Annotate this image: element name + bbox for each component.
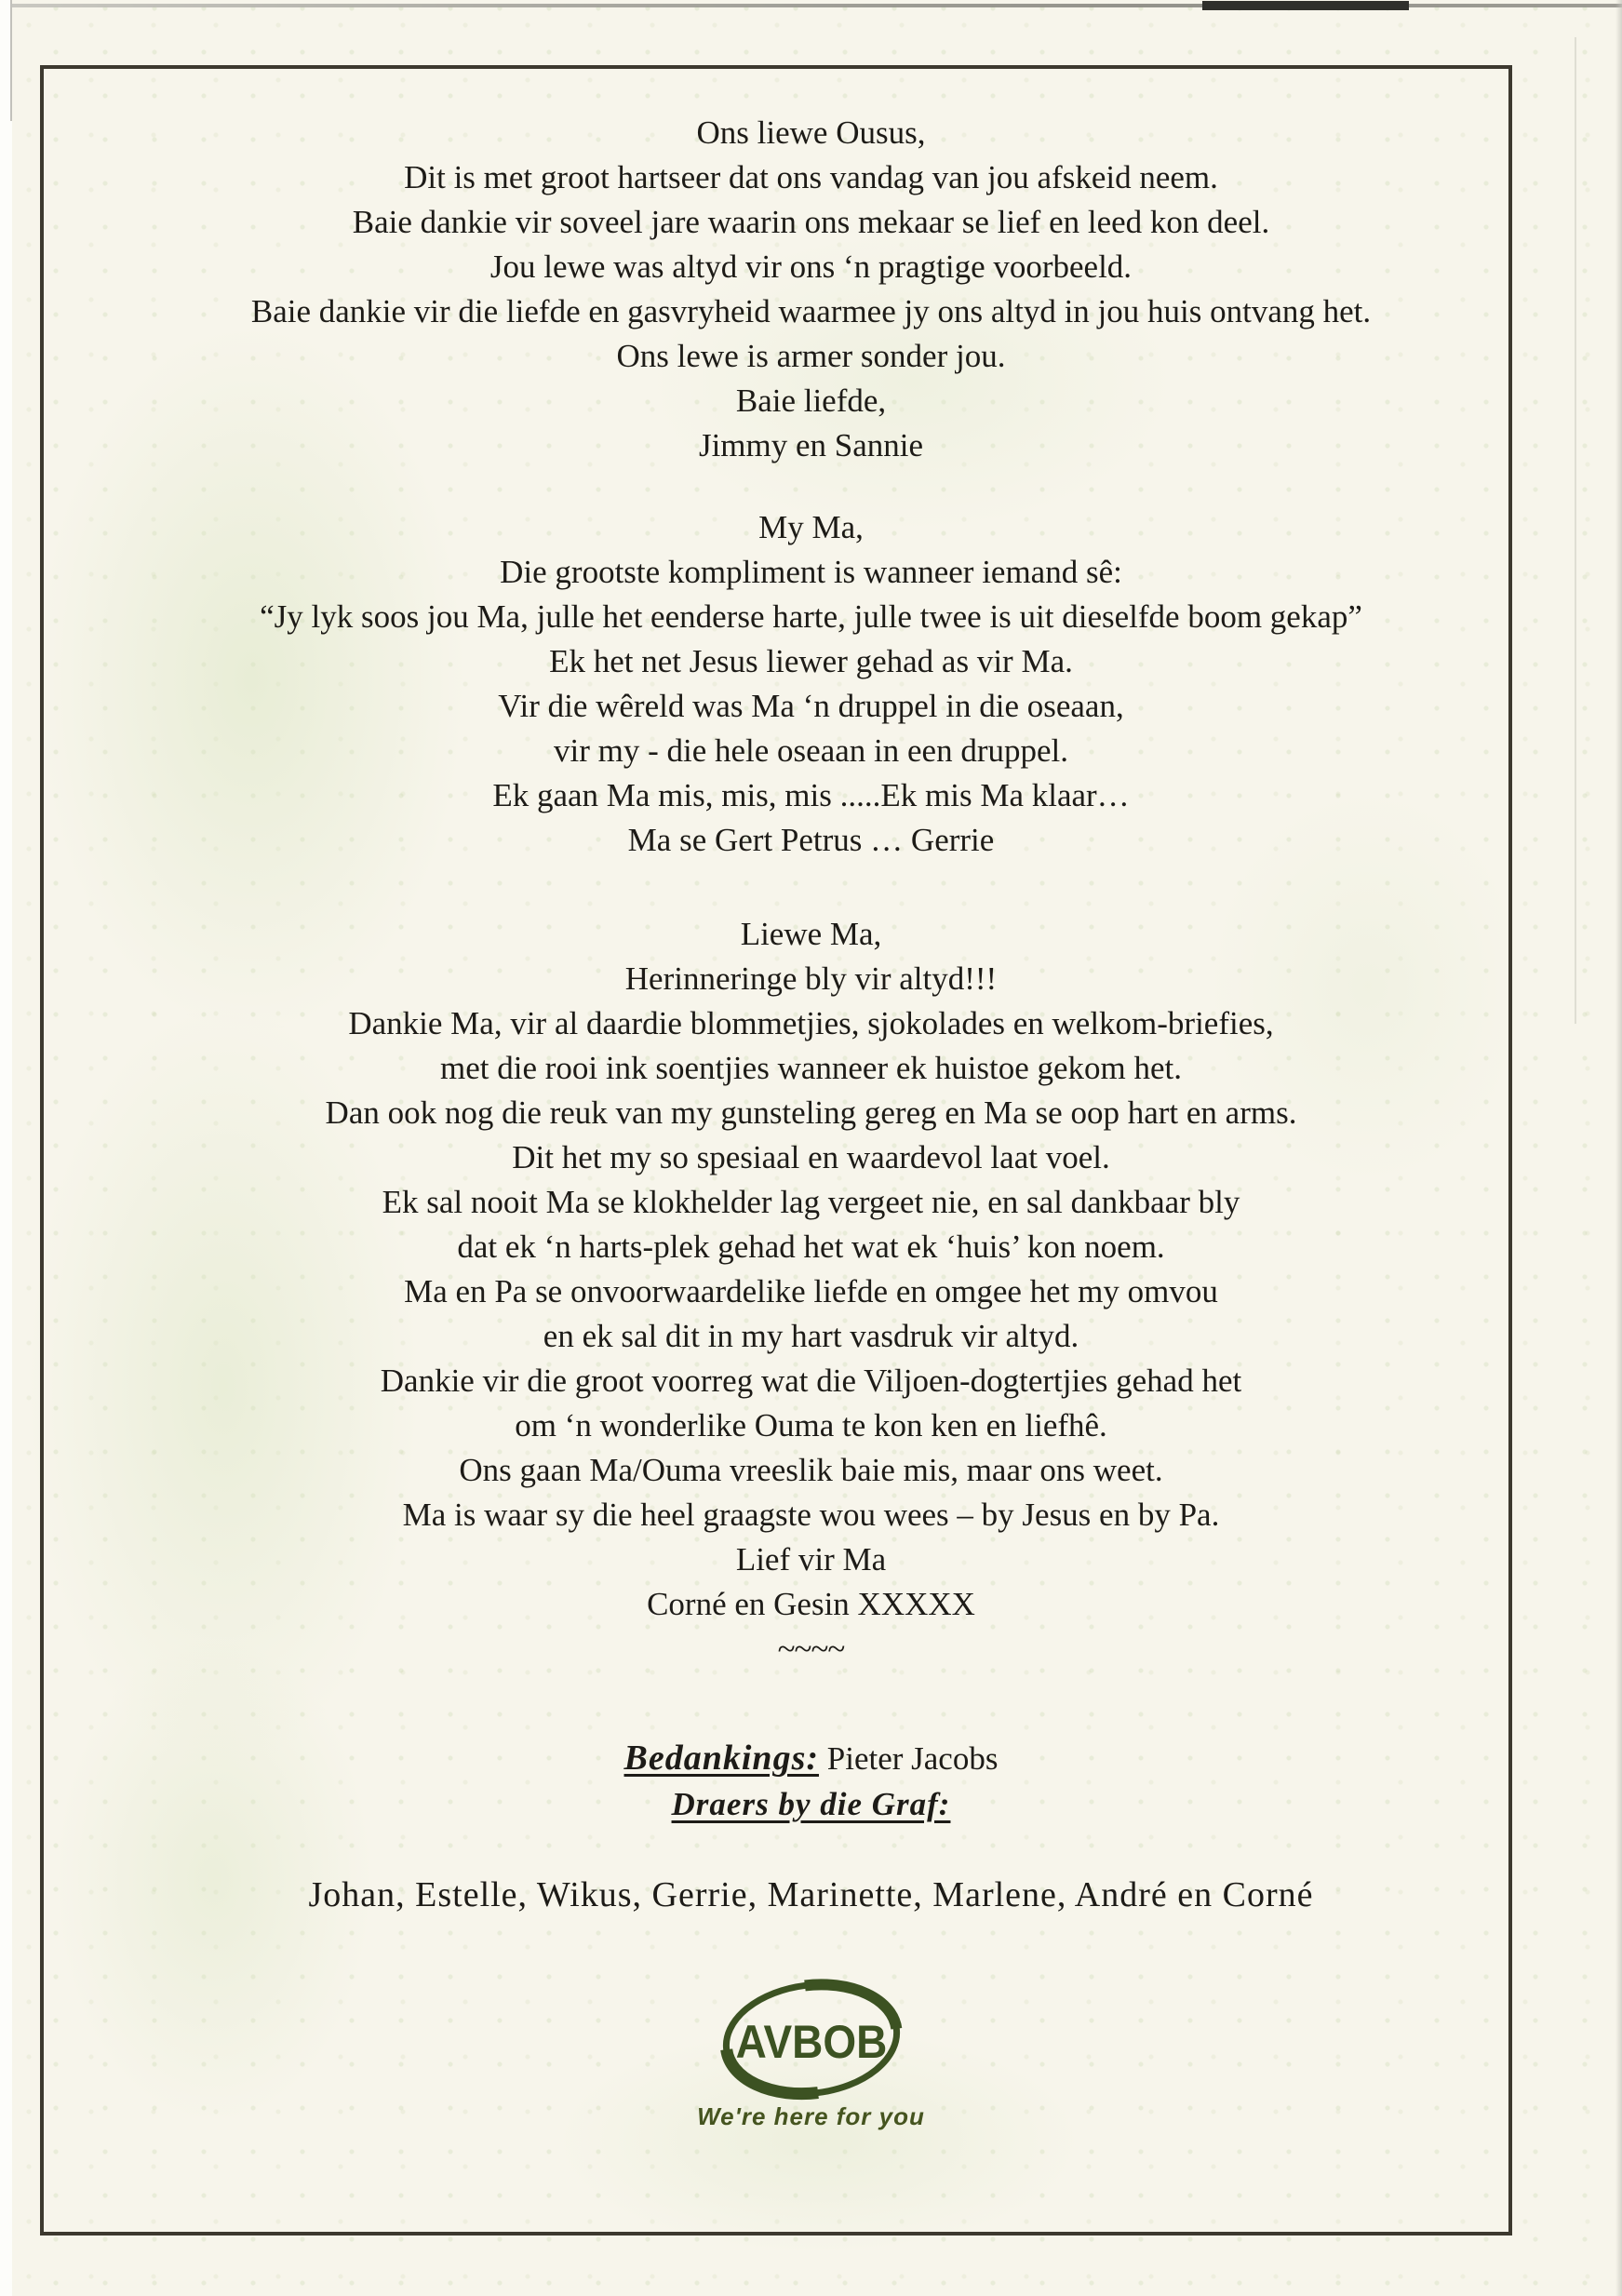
page-content bbox=[0, 111, 1622, 2131]
tribute-line: Lief vir Ma bbox=[735, 1541, 887, 1578]
tribute-line: My Ma, bbox=[758, 509, 864, 545]
tribute-line: Vir die wêreld was Ma ‘n druppel in die oseaan, bbox=[498, 688, 1124, 724]
tribute-line: Baie liefde, bbox=[735, 383, 887, 419]
tribute-gerrie bbox=[0, 505, 1622, 863]
tribute-line: om ‘n wonderlike Ouma te kon ken en liefhê. bbox=[515, 1407, 1107, 1443]
avbob-tagline: We're here for you bbox=[697, 2102, 925, 2130]
acknowledgements-heading: Bedankings: bbox=[623, 1739, 820, 1778]
tribute-line: met die rooi ink soentjies wanneer ek huistoe gekom het. bbox=[439, 1050, 1183, 1086]
tribute-line: Dankie vir die groot voorreg wat die Viljoen-dogtertjies gehad het bbox=[380, 1363, 1242, 1399]
tribute-line: Ek gaan Ma mis, mis, mis .....Ek mis Ma klaar… bbox=[492, 777, 1130, 813]
tribute-line: Herinneringe bly vir altyd!!! bbox=[624, 960, 998, 997]
tribute-line: Ons liewe Ousus, bbox=[696, 114, 926, 151]
tribute-signature: Ma se Gert Petrus … Gerrie bbox=[627, 822, 995, 858]
scan-edge-dark-segment bbox=[1202, 1, 1409, 10]
tribute-line: vir my - die hele oseaan in een druppel. bbox=[554, 732, 1068, 769]
tribute-corne-en-gesin bbox=[0, 912, 1622, 1627]
acknowledgements-line bbox=[0, 1735, 1622, 1782]
tribute-line: Ons lewe is armer sonder jou. bbox=[616, 338, 1006, 374]
tribute-signature: Corné en Gesin XXXXX bbox=[647, 1586, 975, 1622]
avbob-logo bbox=[690, 1978, 932, 2131]
tribute-line: Dan ook nog die reuk van my gunsteling gereg en Ma se oop hart en arms. bbox=[325, 1094, 1297, 1131]
tribute-line: Jou lewe was altyd vir ons ‘n pragtige voorbeeld. bbox=[489, 248, 1133, 285]
tribute-line: en ek sal dit in my hart vasdruk vir altyd. bbox=[543, 1318, 1079, 1354]
tribute-line: Liewe Ma, bbox=[740, 916, 882, 952]
tribute-line: Dankie Ma, vir al daardie blommetjies, sjokolades en welkom-briefies, bbox=[348, 1005, 1274, 1041]
tribute-line: Ek het net Jesus liewer gehad as vir Ma. bbox=[549, 643, 1073, 679]
tribute-line: Baie dankie vir die liefde en gasvryheid waarmee jy ons altyd in jou huis ontvang het. bbox=[250, 293, 1372, 329]
tribute-line: “Jy lyk soos jou Ma, julle het eenderse harte, julle twee is uit dieselfde boom gekap” bbox=[260, 598, 1362, 635]
acknowledgements-name: Pieter Jacobs bbox=[819, 1740, 999, 1777]
tribute-signature: Jimmy en Sannie bbox=[698, 427, 924, 463]
pallbearers-names: Johan, Estelle, Wikus, Gerrie, Marinette, Marlene, André en Corné bbox=[308, 1875, 1314, 1914]
tribute-line: Ek sal nooit Ma se klokhelder lag vergeet nie, en sal dankbaar bly bbox=[382, 1184, 1240, 1220]
scan-edge-left-line bbox=[10, 0, 12, 121]
tribute-jimmy-en-sannie bbox=[0, 111, 1622, 468]
tribute-line: Dit het my so spesiaal en waardevol laat voel. bbox=[512, 1139, 1110, 1175]
pallbearers-heading: Draers by die Graf: bbox=[671, 1786, 951, 1822]
tribute-line: Dit is met groot hartseer dat ons vandag van jou afskeid neem. bbox=[404, 159, 1218, 195]
tribute-line: Die grootste kompliment is wanneer iemand sê: bbox=[500, 554, 1122, 590]
tribute-line: dat ek ‘n harts-plek gehad het wat ek ‘huis’ kon noem. bbox=[457, 1229, 1165, 1265]
tribute-line: Baie dankie vir soveel jare waarin ons mekaar se lief en leed kon deel. bbox=[352, 204, 1270, 240]
tribute-line: Ons gaan Ma/Ouma vreeslik baie mis, maar ons weet. bbox=[459, 1452, 1163, 1488]
avbob-brand-text: AVBOB bbox=[735, 2016, 887, 2068]
tilde-divider: ~~~~ bbox=[777, 1631, 845, 1667]
tribute-line: Ma is waar sy die heel graagste wou wees – by Jesus en by Pa. bbox=[402, 1497, 1220, 1533]
tribute-line: Ma en Pa se onvoorwaardelike liefde en omgee het my omvou bbox=[404, 1273, 1218, 1309]
